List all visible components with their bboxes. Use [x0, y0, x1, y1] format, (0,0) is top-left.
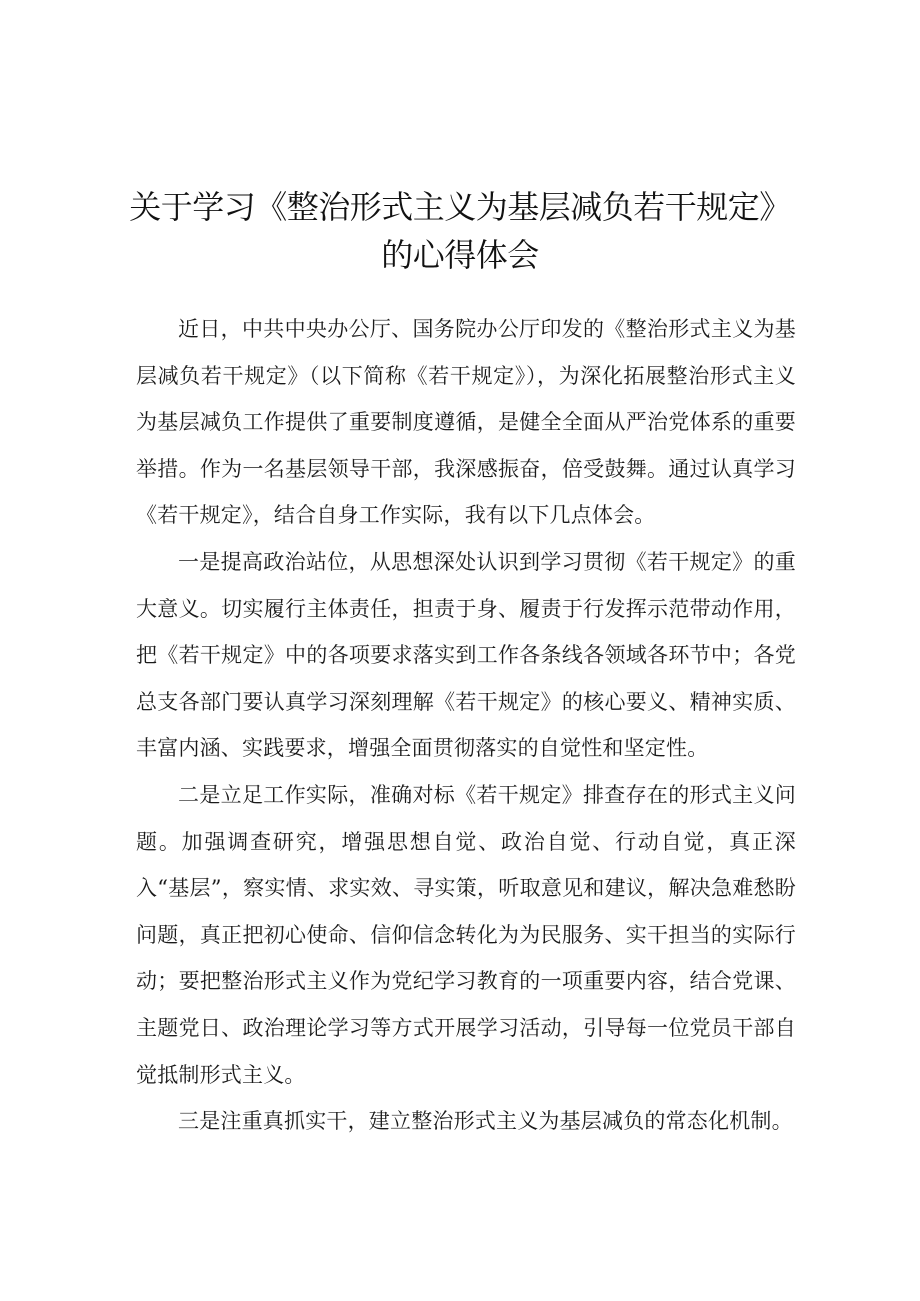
document-body: [136, 306, 796, 1145]
paragraph-point-one: 一是提高政治站位，从思想深处认识到学习贯彻《若干规定》的重大意义。切实履行主体责任，担责于身、履责于行发挥示范带动作用，把《若干规定》中的各项要求落实到工作各条线各领域各环节中；各党总支各部门要认真学习深刻理解《若干规定》的核心要义、精神实质、丰富内涵、实践要求，增强全面贯彻落实的自觉性和坚定性。: [136, 549, 796, 761]
paragraph-point-three: 三是注重真抓实干，建立整治形式主义为基层减负的常态化机制。: [178, 1109, 793, 1134]
document-title: 关于学习《整治形式主义为基层减负若干规定》的心得体会: [129, 188, 791, 275]
paragraph-point-two: 二是立足工作实际，准确对标《若干规定》排查存在的形式主义问题。加强调查研究，增强思想自觉、政治自觉、行动自觉，真正深入“基层”，察实情、求实效、寻实策，听取意见和建议，解决急难愁盼问题，真正把初心使命、信仰信念转化为为民服务、实干担当的实际行动；要把整治形式主义作为党纪学习教育的一项重要内容，结合党课、主题党日、政治理论学习等方式开展学习活动，引导每一位党员干部自觉抵制形式主义。: [136, 782, 796, 1087]
paragraph-intro: 近日，中共中央办公厅、国务院办公厅印发的《整治形式主义为基层减负若干规定》（以下简称《若干规定》），为深化拓展整治形式主义为基层减负工作提供了重要制度遵循，是健全全面从严治党体系的重要举措。作为一名基层领导干部，我深感振奋，倍受鼓舞。通过认真学习《若干规定》，结合自身工作实际，我有以下几点体会。: [136, 317, 796, 528]
